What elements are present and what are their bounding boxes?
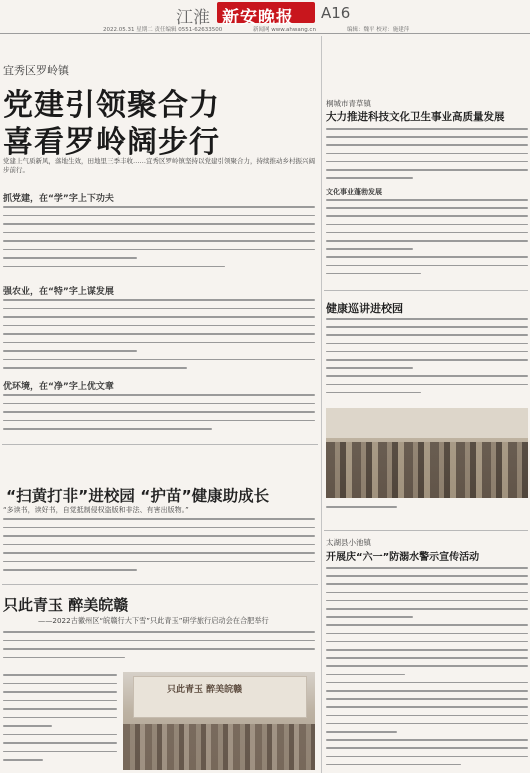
text-line <box>3 316 315 318</box>
right-2-body-after <box>326 504 528 520</box>
right-1-body-a <box>326 126 528 184</box>
main-headline-2: 喜看罗岭阔步行 <box>3 125 220 160</box>
text-line <box>326 128 528 130</box>
text-line <box>326 359 528 361</box>
text-line <box>3 734 117 736</box>
text-line <box>3 674 117 676</box>
text-line <box>3 544 315 546</box>
text-line <box>326 384 528 386</box>
text-line <box>326 169 528 171</box>
text-line <box>326 318 528 320</box>
right-1-body-b <box>326 197 528 285</box>
text-line <box>3 751 117 753</box>
text-line <box>326 224 528 226</box>
text-line <box>326 367 413 369</box>
text-line <box>326 682 528 684</box>
text-line <box>326 326 528 328</box>
text-line <box>326 756 528 758</box>
reading-body-left <box>3 672 117 770</box>
text-line <box>3 717 117 719</box>
right-2-headline: 健康巡讲进校园 <box>326 302 403 315</box>
text-line <box>3 561 315 563</box>
anti-fraud-lead: “多读书，读好书，自觉抵制侵权盗版和非法、有害出版物。” <box>3 506 189 514</box>
text-line <box>326 248 413 250</box>
text-line <box>326 136 528 138</box>
text-line <box>3 266 225 268</box>
reading-body-top <box>3 629 315 665</box>
text-line <box>326 265 528 267</box>
text-line <box>326 747 528 749</box>
divider-left-2 <box>2 584 318 585</box>
masthead-editors: 编辑：魏平 校对：施建萍 <box>347 27 410 33</box>
text-line <box>3 215 315 217</box>
right-2-body <box>326 316 528 402</box>
text-line <box>3 527 315 529</box>
right-1-subhead: 文化事业蓬勃发展 <box>326 188 382 196</box>
text-line <box>326 375 528 377</box>
text-line <box>3 569 137 571</box>
text-line <box>3 631 315 633</box>
text-line <box>3 206 315 208</box>
text-line <box>3 708 117 710</box>
text-line <box>3 700 117 702</box>
text-line <box>326 698 528 700</box>
text-line <box>326 665 528 667</box>
text-line <box>3 683 117 685</box>
text-line <box>3 240 315 242</box>
divider-right-2 <box>324 530 528 531</box>
text-line <box>3 742 117 744</box>
text-line <box>326 575 528 577</box>
text-line <box>326 256 528 258</box>
text-line <box>3 725 52 727</box>
text-line <box>326 600 528 602</box>
text-line <box>326 240 528 242</box>
text-line <box>326 657 528 659</box>
text-line <box>326 506 397 508</box>
main-subhead-1: 抓党建，在“学”字上下功夫 <box>3 194 114 204</box>
text-line <box>3 648 315 650</box>
reading-subhead: ——2022古徽州区“皖赣行大下雪”只此青玉”研学旅行启动会在合肥举行 <box>38 616 269 625</box>
text-line <box>3 759 43 761</box>
text-line <box>326 624 528 626</box>
masthead-logo <box>217 2 315 28</box>
text-line <box>326 739 528 741</box>
text-line <box>326 690 528 692</box>
event-banner-text: 只此青玉 醉美皖赣 <box>167 685 243 695</box>
right-1-headline: 大力推进科技文化卫生事业高质量发展 <box>326 111 505 123</box>
text-line <box>3 420 315 422</box>
text-line <box>3 657 125 659</box>
masthead-paper-name: 新安晚报 <box>222 8 294 28</box>
main-story-lead: 党建上气质新风，落地生效，田地里三季丰收……宜秀区罗岭镇坚持以党建引领聚合力，持续推动乡村振兴阔步前行。 <box>3 157 315 174</box>
text-line <box>3 308 315 310</box>
text-line <box>326 153 528 155</box>
text-line <box>326 273 421 275</box>
main-story <box>0 36 320 444</box>
main-body-block-2 <box>3 297 315 377</box>
text-line <box>3 232 315 234</box>
right-story-1 <box>324 36 530 288</box>
masthead <box>0 0 530 32</box>
right-story-3 <box>324 532 530 773</box>
masthead-website: 新闻网 www.ahwang.cn <box>253 27 316 33</box>
right-1-kicker: 桐城市青草镇 <box>326 99 371 108</box>
text-line <box>326 392 421 394</box>
anti-fraud-headline: “扫黄打非”进校园 “护苗”健康助成长 <box>6 487 270 505</box>
feature-anti-fraud <box>0 446 320 581</box>
text-line <box>326 641 528 643</box>
text-line <box>3 342 315 344</box>
main-story-kicker: 宜秀区罗岭镇 <box>3 64 69 77</box>
right-3-kicker: 太湖县小池镇 <box>326 538 371 547</box>
text-line <box>326 583 528 585</box>
text-line <box>326 608 528 610</box>
text-line <box>3 535 315 537</box>
text-line <box>3 403 315 405</box>
anti-fraud-body <box>3 516 315 578</box>
text-line <box>326 674 405 676</box>
school-photo <box>326 408 528 498</box>
text-line <box>326 161 528 163</box>
text-line <box>3 333 315 335</box>
text-line <box>326 649 528 651</box>
masthead-page-number: A16 <box>321 4 351 22</box>
text-line <box>3 350 137 352</box>
text-line <box>326 616 413 618</box>
school-photo-wall <box>326 408 528 438</box>
event-photo <box>123 672 315 770</box>
text-line <box>326 177 413 179</box>
text-line <box>326 199 528 201</box>
right-3-body <box>326 565 528 771</box>
divider-left-1 <box>2 444 318 445</box>
right-story-2 <box>324 292 530 522</box>
text-line <box>3 640 315 642</box>
text-line <box>326 715 528 717</box>
text-line <box>326 351 528 353</box>
text-line <box>3 223 315 225</box>
text-line <box>3 325 315 327</box>
text-line <box>326 633 528 635</box>
text-line <box>326 731 397 733</box>
text-line <box>326 215 528 217</box>
text-line <box>3 299 315 301</box>
reading-headline: 只此青玉 醉美皖赣 <box>3 596 129 614</box>
feature-reading <box>0 586 320 773</box>
main-body-block-1 <box>3 204 315 280</box>
text-line <box>326 706 528 708</box>
text-line <box>3 394 315 396</box>
text-line <box>326 567 528 569</box>
column-divider <box>321 36 322 773</box>
masthead-rule <box>0 33 530 34</box>
main-headline-1: 党建引领聚合力 <box>3 88 220 123</box>
divider-right-1 <box>324 290 528 291</box>
text-line <box>3 691 117 693</box>
text-line <box>3 428 212 430</box>
text-line <box>326 343 528 345</box>
text-line <box>326 764 461 766</box>
event-people-silhouettes <box>123 724 315 770</box>
main-subhead-2: 强农业，在“特”字上谋发展 <box>3 287 114 297</box>
main-body-block-3 <box>3 392 315 440</box>
text-line <box>3 257 137 259</box>
right-3-headline: 开展庆“六一”防溺水警示宣传活动 <box>326 552 480 563</box>
text-line <box>3 411 315 413</box>
text-line <box>326 723 528 725</box>
text-line <box>3 359 315 361</box>
text-line <box>326 232 528 234</box>
main-subhead-3: 优环境，在“净”字上优文章 <box>3 382 114 392</box>
text-line <box>3 249 315 251</box>
text-line <box>3 367 187 369</box>
text-line <box>326 144 528 146</box>
text-line <box>326 207 528 209</box>
text-line <box>3 552 315 554</box>
masthead-date-line: 2022.05.31 星期二 责任编辑 0551-62633500 <box>103 27 223 33</box>
text-line <box>326 592 528 594</box>
text-line <box>326 334 528 336</box>
school-photo-students <box>326 442 528 498</box>
text-line <box>3 518 315 520</box>
masthead-region: 江淮 <box>176 8 210 28</box>
